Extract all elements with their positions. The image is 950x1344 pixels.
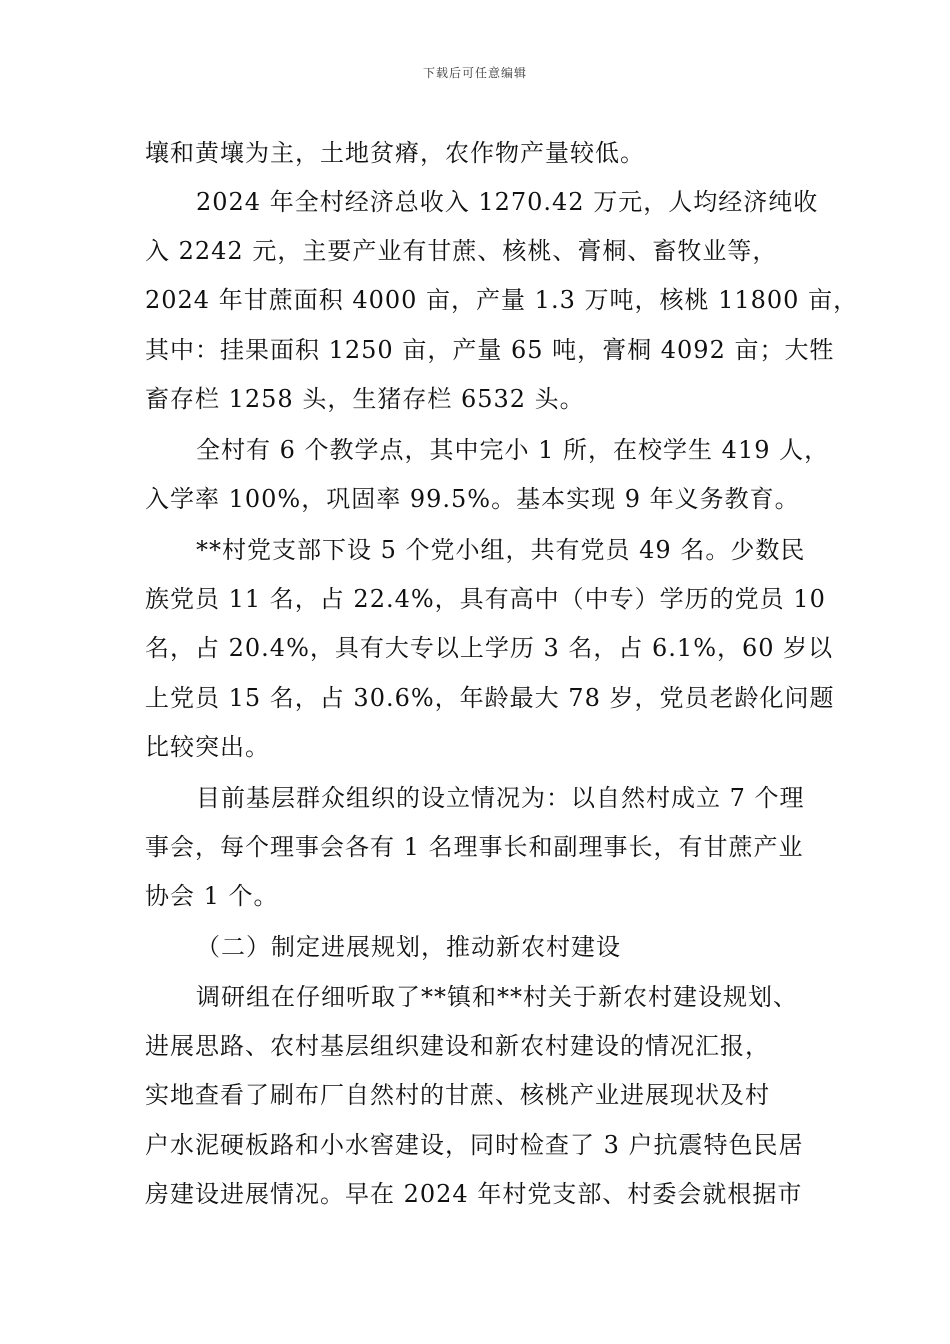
text-line: **村党支部下设 5 个党小组，共有党员 49 名。少数民 bbox=[196, 536, 806, 564]
text-line: 入 2242 元，主要产业有甘蔗、核桃、膏桐、畜牧业等， bbox=[145, 237, 778, 265]
text-line: 目前基层群众组织的设立情况为：以自然村成立 7 个理 bbox=[196, 784, 805, 812]
text-line: 事会，每个理事会各有 1 名理事长和副理事长，有甘蔗产业 bbox=[145, 833, 804, 861]
text-line: 户水泥硬板路和小水窖建设，同时检查了 3 户抗震特色民居 bbox=[145, 1131, 804, 1159]
text-line: 全村有 6 个教学点，其中完小 1 所，在校学生 419 人， bbox=[196, 436, 830, 464]
text-line: 壤和黄壤为主，土地贫瘠，农作物产量较低。 bbox=[145, 139, 645, 167]
text-line: 协会 1 个。 bbox=[145, 882, 279, 910]
text-line: 进展思路、农村基层组织建设和新农村建设的情况汇报， bbox=[145, 1032, 770, 1060]
text-line: 畜存栏 1258 头，生猪存栏 6532 头。 bbox=[145, 385, 585, 413]
text-line: 房建设进展情况。早在 2024 年村党支部、村委会就根据市 bbox=[145, 1180, 803, 1208]
text-line: 名，占 20.4%，具有大专以上学历 3 名，占 6.1%，60 岁以 bbox=[145, 634, 834, 662]
text-line: 入学率 100%，巩固率 99.5%。基本实现 9 年义务教育。 bbox=[145, 485, 800, 513]
text-line: 比较突出。 bbox=[145, 733, 270, 761]
text-line: 2024 年全村经济总收入 1270.42 万元，人均经济纯收 bbox=[196, 188, 819, 216]
page-header: 下载后可任意编辑 bbox=[422, 66, 527, 80]
text-line: 族党员 11 名，占 22.4%，具有高中（中专）学历的党员 10 bbox=[145, 585, 826, 613]
section-heading: （二）制定进展规划，推动新农村建设 bbox=[196, 933, 621, 961]
text-line: 2024 年甘蔗面积 4000 亩，产量 1.3 万吨，核桃 11800 亩， bbox=[145, 286, 859, 314]
text-line: 其中：挂果面积 1250 亩，产量 65 吨，膏桐 4092 亩；大牲 bbox=[145, 336, 835, 364]
text-line: 调研组在仔细听取了**镇和**村关于新农村建设规划、 bbox=[196, 983, 798, 1011]
text-line: 上党员 15 名，占 30.6%，年龄最大 78 岁，党员老龄化问题 bbox=[145, 684, 835, 712]
text-line: 实地查看了刷布厂自然村的甘蔗、核桃产业进展现状及村 bbox=[145, 1081, 770, 1109]
